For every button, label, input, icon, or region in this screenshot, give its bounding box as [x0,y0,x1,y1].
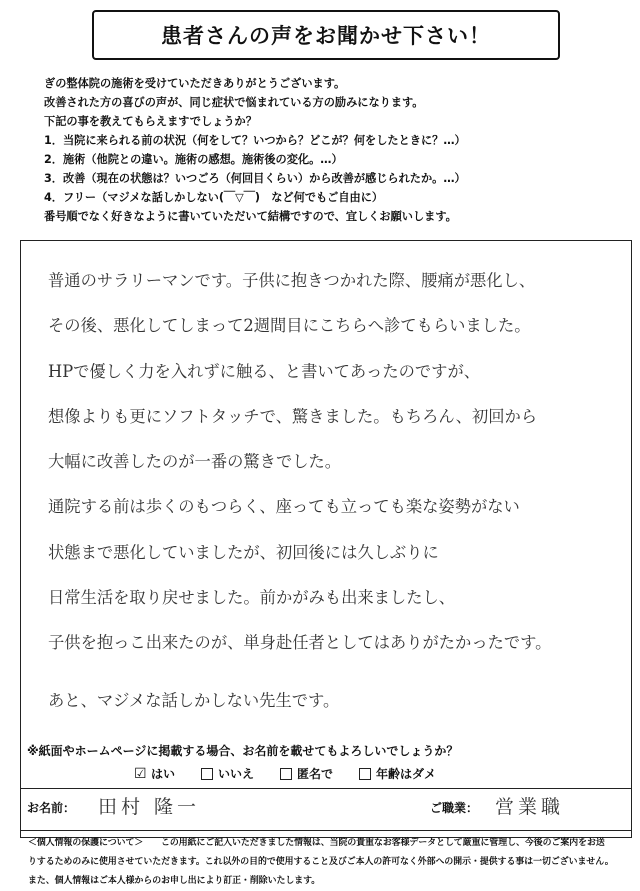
consent-option-no[interactable] [201,765,254,782]
consent-question: ※紙面やホームページに掲載する場合、お名前を載せてもよろしいでしょうか？ [27,744,459,758]
privacy-line: りするためのみに使用させていただきます。これ以外の目的で使用すること及びご本人の許可なく外部への開示・提供する事は一切ございません。 [28,857,614,867]
consent-option-anonymous[interactable] [280,765,333,782]
consent-options [134,765,436,782]
testimonial-line: その後、悪化してしまって2週間目にこちらへ診てもらいました。 [48,316,531,336]
testimonial-line: 状態まで悪化していましたが、初回後には久しぶりに [48,542,439,562]
testimonial-line: HPで優しく力を入れずに触る、と書いてあったのですが、 [48,361,481,381]
testimonial-line: 日常生活を取り戻せました。前かがみも出来ましたし、 [48,588,456,608]
intro-item: 2．施術（他院との違い。施術の感想。施術後の変化。…） [44,153,343,166]
consent-option-no-age[interactable] [359,765,436,782]
testimonial-line: 子供を抱っこ出来たのが、単身赴任者としてはありがたかったです。 [48,633,552,653]
testimonial-line: 普通のサラリーマンです。子供に抱きつかれた際、腰痛が悪化し、 [48,271,536,290]
intro-closing: 番号順でなく好きなように書いていただいて結構ですので、宜しくお願いします。 [44,210,457,223]
page-title [92,10,560,60]
testimonial-extra: あと、マジメな話しかしない先生です。 [48,690,340,710]
checkbox-icon[interactable] [201,768,213,780]
intro-line: 下記の事を教えてもらえますでしょうか？ [44,115,257,128]
occupation-value: 営業職 [495,796,565,818]
intro-line: 改善された方の喜びの声が、同じ症状で悩まれている方の励みになります。 [44,96,424,109]
intro-line: ぎの整体院の施術を受けていただきありがとうございます。 [44,77,346,90]
consent-option-label: 年齢はダメ [376,767,437,781]
consent-option-label: いいえ [218,767,255,781]
privacy-line: ＜個人情報の保護について＞ この用紙にご記入いただきました情報は、当院の貴重なお客様データとして厳重に管理し、今後のご案内をお送 [28,838,605,848]
intro-item: 1．当院に来られる前の状況（何をして？いつから？どこが？何をしたときに？…） [44,134,466,147]
name-value: 田村 隆一 [98,796,201,818]
checkbox-icon[interactable] [280,768,292,780]
testimonial-line: 想像よりも更にソフトタッチで、驚きました。もちろん、初回から [48,406,538,426]
name-label: お名前： [27,801,76,815]
checkbox-icon[interactable] [359,768,371,780]
intro-item: 3．改善（現在の状態は？いつごろ（何回目くらい）から改善が感じられたか。…） [44,172,466,185]
privacy-line: また、個人情報はご本人様からのお申し出により訂正・削除いたします。 [28,876,321,886]
intro-section [44,74,624,226]
occupation-label: ご職業： [430,801,479,815]
intro-item: 4．フリー（マジメな話しかしない(￣▽￣) など何でもご自由に） [44,191,384,204]
divider [20,788,632,789]
testimonial-line: 大幅に改善したのが一番の驚きでした。 [48,452,342,472]
privacy-notice [28,834,632,891]
divider [20,830,632,831]
consent-option-label: はい [151,767,176,781]
checkbox-checked-icon[interactable]: ☑ [134,765,147,782]
testimonial-line: 通院する前は歩くのもつらく、座っても立っても楽な姿勢がない [48,497,520,517]
page-title-text: 患者さんの声をお聞かせ下さい！ [161,24,491,48]
consent-option-yes[interactable] [134,765,175,782]
testimonial-text [48,258,618,723]
consent-option-label: 匿名で [297,767,334,781]
